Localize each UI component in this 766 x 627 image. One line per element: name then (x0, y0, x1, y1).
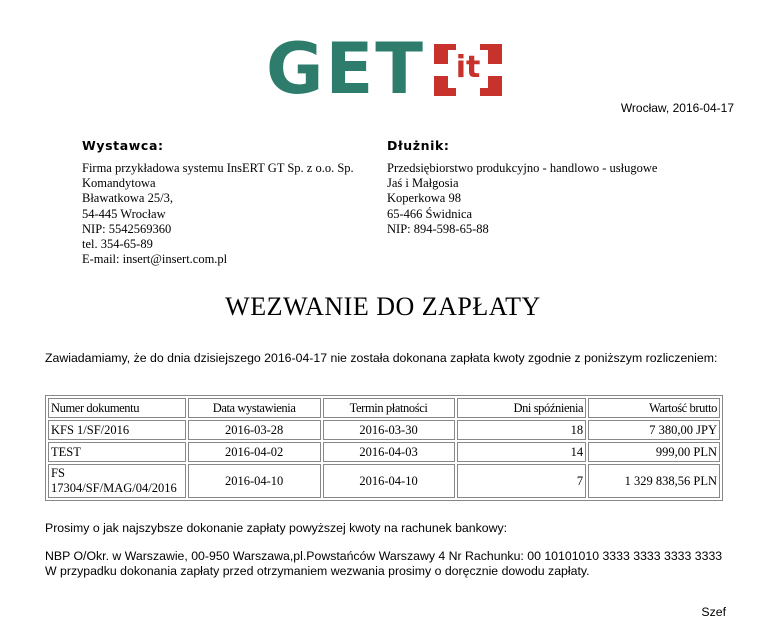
seller-line: tel. 354-65-89 (82, 237, 153, 252)
signature: Szef (701, 605, 726, 619)
column-header: Numer dokumentu (48, 398, 186, 418)
logo-it-text: it (448, 50, 488, 88)
seller-line: 54-445 Wrocław (82, 206, 166, 221)
cell-due-date: 2016-04-03 (323, 442, 455, 462)
debtor-line: Przedsiębiorstwo produkcyjno - handlowo - usługowe (387, 161, 658, 175)
cell-issue-date: 2016-03-28 (188, 420, 321, 440)
table-row (48, 442, 720, 462)
intro-text: Zawiadamiamy, że do dnia dzisiejszego 2016-04-17 nie została dokonana zapłata kwoty zgodnie z poniższym rozliczeniem: (45, 351, 718, 365)
cell-issue-date: 2016-04-02 (188, 442, 321, 462)
debtor-line: NIP: 894-598-65-88 (387, 221, 489, 236)
bank-account-line: NBP O/Okr. w Warszawie, 00-950 Warszawa,pl.Powstańców Warszawy 4 Nr Rachunku: 00 10101010 3333 3333 3333 3333 (45, 549, 723, 563)
column-header: Wartość brutto (588, 398, 720, 418)
seller-line: Bławatkowa 25/3, (82, 191, 173, 206)
debtor-heading: Dłużnik: (387, 138, 450, 153)
seller-email: E-mail: insert@insert.com.pl (82, 252, 228, 267)
seller-block (82, 138, 382, 267)
cell-issue-date: 2016-04-10 (188, 464, 321, 498)
table-row (48, 464, 720, 498)
payment-proof-line: W przypadku dokonania zapłaty przed otrzymaniem wezwania prosimy o doręcznie dowodu zapłaty. (45, 564, 590, 578)
cell-gross-value: 999,00 PLN (588, 442, 720, 462)
seller-line: Firma przykładowa systemu InsERT GT Sp. z o.o. Sp. (82, 161, 354, 175)
cell-gross-value: 7 380,00 JPY (588, 420, 720, 440)
cell-document-number: TEST (48, 442, 186, 462)
company-logo (266, 28, 506, 110)
column-header: Data wystawienia (188, 398, 321, 418)
document-title: WEZWANIE DO ZAPŁATY (225, 292, 541, 321)
cell-due-date: 2016-04-10 (323, 464, 455, 498)
column-header: Termin płatności (323, 398, 455, 418)
column-header: Dni spóźnienia (457, 398, 587, 418)
seller-line: Komandytowa (82, 176, 156, 191)
debtor-line: Koperkowa 98 (387, 191, 461, 206)
debtor-line: 65-466 Świdnica (387, 206, 473, 221)
table-header-row (48, 398, 720, 418)
seller-line: NIP: 5542569360 (82, 221, 172, 236)
cell-document-number: KFS 1/SF/2016 (48, 420, 186, 440)
payment-request-text: Prosimy o jak najszybsze dokonanie zapłaty powyższej kwoty na rachunek bankowy: (45, 521, 508, 535)
table-row (48, 420, 720, 440)
cell-days-late: 18 (457, 420, 587, 440)
cell-due-date: 2016-03-30 (323, 420, 455, 440)
debtor-line: Jaś i Małgosia (387, 176, 459, 191)
cell-days-late: 14 (457, 442, 587, 462)
cell-gross-value: 1 329 838,56 PLN (588, 464, 720, 498)
seller-heading: Wystawca: (82, 138, 164, 153)
invoice-table (45, 395, 723, 501)
cell-days-late: 7 (457, 464, 587, 498)
debtor-block (387, 138, 727, 237)
bank-info (45, 549, 722, 579)
cell-document-number: FS 17304/SF/MAG/04/2016 (48, 464, 186, 498)
document-date: Wrocław, 2016-04-17 (620, 101, 734, 115)
logo-it-box (434, 44, 502, 96)
logo-wordmark: GET (266, 28, 426, 110)
